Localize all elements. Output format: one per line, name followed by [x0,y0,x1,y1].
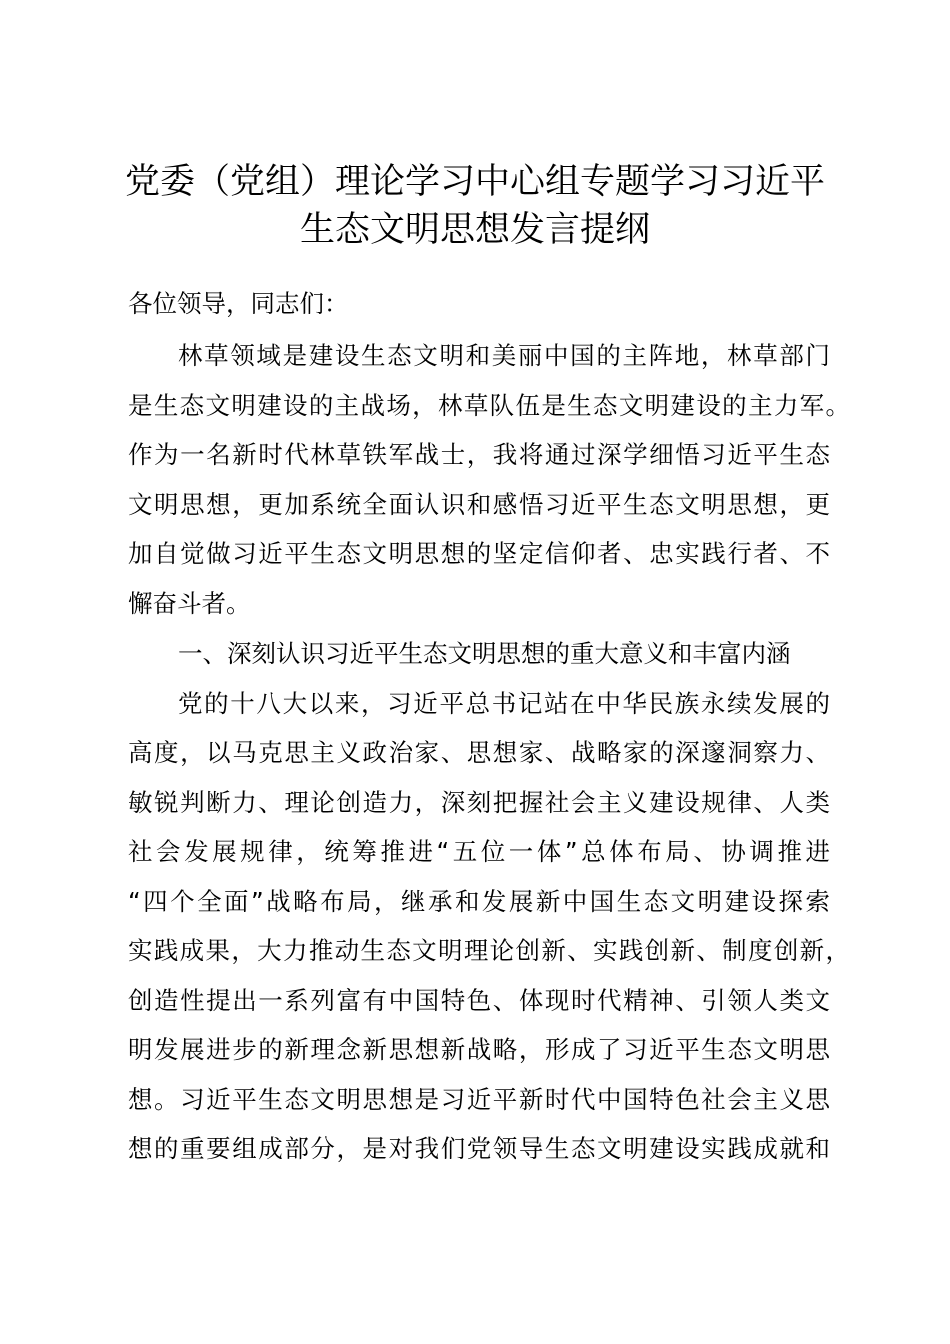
body-line: 懈奋斗者。 [128,589,251,618]
body-line: 创造性提出一系列富有中国特色、体现时代精神、引领人类文 [128,986,830,1015]
document-title-line-2: 生态文明思想发言提纲 [299,210,650,250]
body-line: 敏锐判断力、理论创造力，深刻把握社会主义建设规律、人类 [128,788,830,817]
body-line: 党的十八大以来，习近平总书记站在中华民族永续发展的 [178,689,830,718]
body-line: 想的重要组成部分，是对我们党领导生态文明建设实践成就和 [128,1134,830,1163]
body-line: 林草领域是建设生态文明和美丽中国的主阵地，林草部门 [178,341,830,370]
body-line: 实践成果，大力推动生态文明理论创新、实践创新、制度创新， [128,936,850,965]
body-line: 是生态文明建设的主战场，林草队伍是生态文明建设的主力军。 [128,391,850,420]
body-line: 高度，以马克思主义政治家、思想家、战略家的深邃洞察力、 [128,738,830,767]
body-line: “四个全面”战略布局，继承和发展新中国生态文明建设探索 [128,887,830,916]
body-line: 社会发展规律，统筹推进“五位一体”总体布局、协调推进 [128,837,830,866]
body-line: 加自觉做习近平生态文明思想的坚定信仰者、忠实践行者、不 [128,539,830,568]
body-line: 明发展进步的新理念新思想新战略，形成了习近平生态文明思 [128,1035,830,1064]
body-line: 文明思想，更加系统全面认识和感悟习近平生态文明思想，更 [128,490,830,519]
salutation: 各位领导，同志们： [128,289,349,318]
body-line: 想。习近平生态文明思想是习近平新时代中国特色社会主义思 [128,1085,830,1114]
section-heading: 一、深刻认识习近平生态文明思想的重大意义和丰富内涵 [178,639,791,668]
document-title-line-1: 党委（党组）理论学习中心组专题学习习近平 [124,162,825,202]
body-line: 作为一名新时代林草铁军战士，我将通过深学细悟习近平生态 [128,440,830,469]
